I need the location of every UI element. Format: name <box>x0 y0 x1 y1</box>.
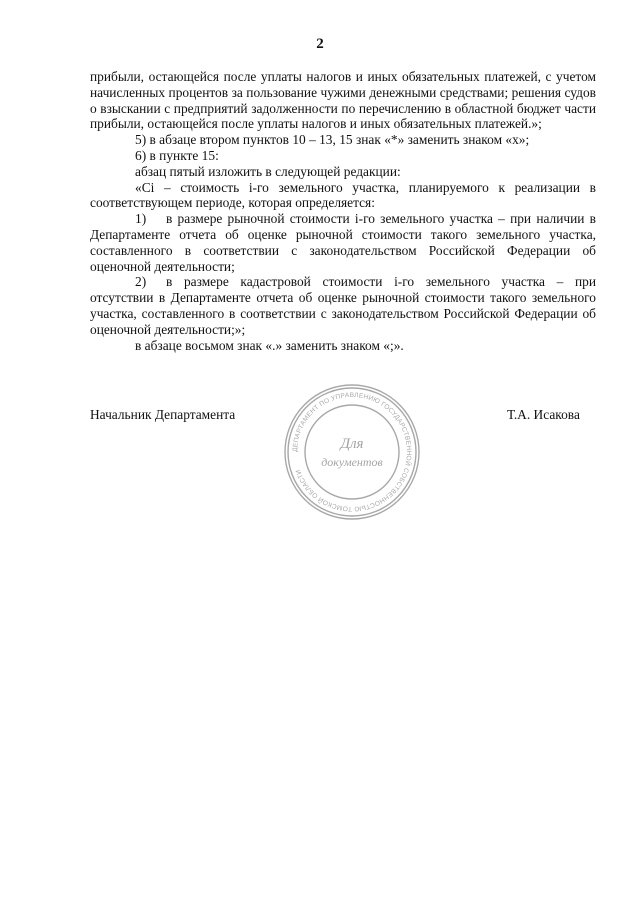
seal-center-line2: документов <box>321 455 383 469</box>
paragraph-continuation: прибыли, остающейся после уплаты налогов и иных обязательных платежей, с учетом начисленных процентов за пользование чужими денежными средствами; решения судов о взыскании с предприятий задолженности по перечислению в областной бюджет части прибыли, остающейся после уплаты налогов и иных обязательных платежей.»; <box>90 69 596 132</box>
list-item <box>90 211 596 274</box>
svg-text:ДЕПАРТАМЕНТ ПО УПРАВЛЕНИЮ ГОСУ <box>292 392 413 512</box>
seal-center-line1: Для <box>340 436 364 452</box>
paragraph-item-6: 6) в пункте 15: <box>135 147 219 163</box>
seal-ring-text: ДЕПАРТАМЕНТ ПО УПРАВЛЕНИЮ ГОСУДАРСТВЕННОЙ СОБСТВЕННОСТЬЮ ТОМСКОЙ ОБЛАСТИ <box>291 391 413 513</box>
list-item-number: 1) <box>135 211 147 227</box>
paragraph-final: в абзаце восьмом знак «.» заменить знаком «;». <box>135 337 404 353</box>
signature-name: Т.А. Исакова <box>507 407 580 422</box>
paragraph-ci-definition: «Ci – стоимость i-го земельного участка, планируемого к реализации в соответствующем периоде, которая определяется: <box>90 179 596 211</box>
list-item-text: в размере рыночной стоимости i-го земельного участка – при наличии в Департаменте отчета об оценке рыночной стоимости такого земельного участка, составленного в соответствии с законодательством Российской Федерации об оценочной деятельности; <box>90 211 596 274</box>
list-item-number: 2) <box>135 274 147 290</box>
paragraph-item-5: 5) в абзаце втором пунктов 10 – 13, 15 знак «*» заменить знаком «х»; <box>135 132 530 148</box>
signature-title: Начальник Департамента <box>90 407 236 422</box>
list-item <box>90 274 596 337</box>
page-number: 2 <box>316 36 324 52</box>
document-body <box>90 69 596 353</box>
official-seal-stamp <box>282 382 422 522</box>
paragraph-abzac-5: абзац пятый изложить в следующей редакции: <box>135 163 401 179</box>
list-item-text: в размере кадастровой стоимости i-го земельного участка – при отсутствии в Департаменте отчета об оценке рыночной стоимости такого земельного участка, составленного в соответствии с законодательством Российской Федерации об оценочной деятельности;»; <box>90 274 596 337</box>
